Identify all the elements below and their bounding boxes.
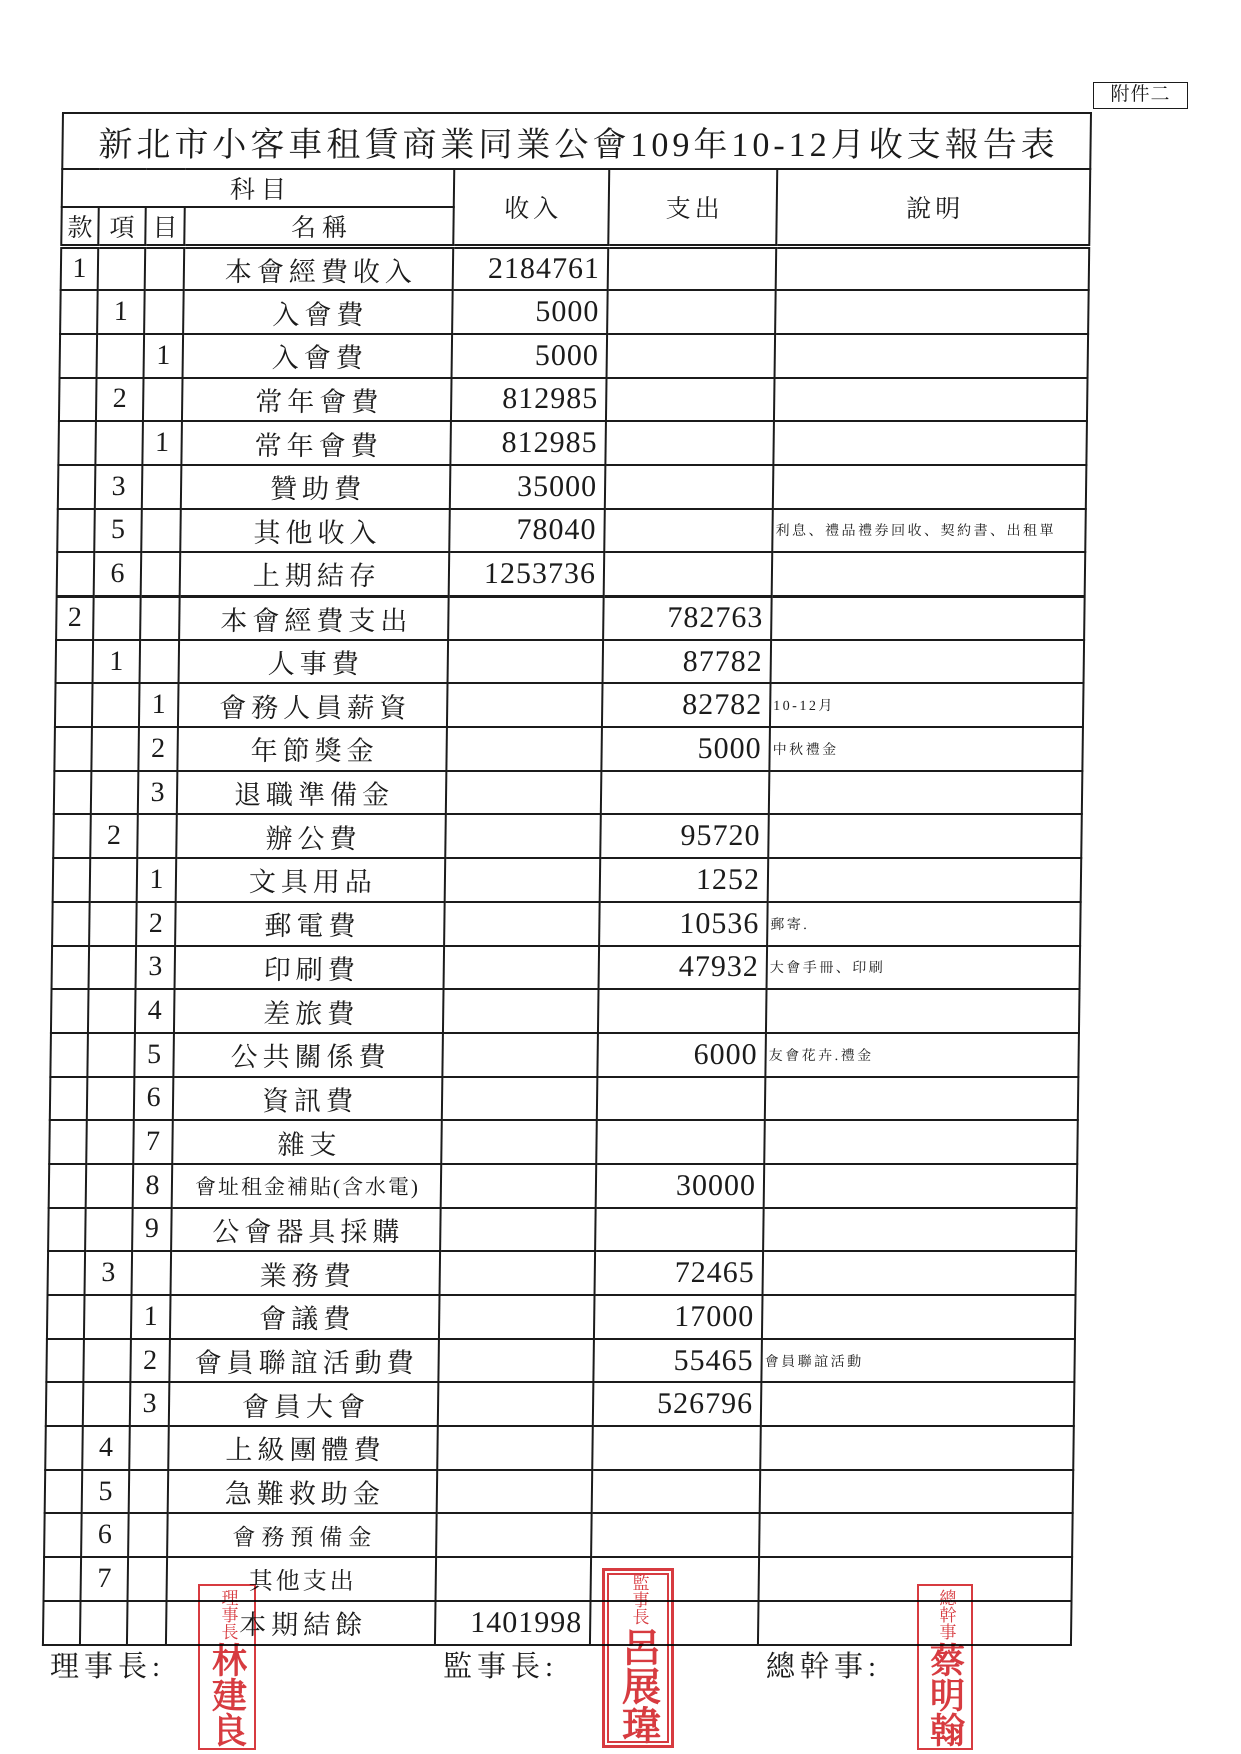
cell-income: 1253736: [449, 552, 605, 596]
cell-expense: 1252: [600, 858, 769, 902]
cell-mu: 8: [133, 1164, 173, 1208]
cell-mu: [137, 814, 177, 858]
cell-income: 5000: [452, 334, 608, 378]
cell-expense: [601, 771, 770, 815]
cell-mu: [128, 1513, 168, 1557]
table-row: [48, 1251, 1077, 1295]
table-row: [44, 1513, 1073, 1557]
cell-xiang: [98, 247, 146, 291]
cell-name: 常年會費: [182, 378, 452, 422]
cell-xiang: [80, 1601, 128, 1645]
cell-income: 812985: [450, 421, 606, 465]
table-row: [57, 552, 1086, 596]
cell-mu: 9: [132, 1208, 172, 1252]
cell-xiang: [83, 1339, 131, 1383]
cell-mu: 5: [134, 1033, 174, 1077]
cell-expense: 87782: [603, 640, 772, 684]
cell-xiang: 2: [96, 378, 144, 422]
cell-note: [759, 1557, 1073, 1601]
cell-note: [768, 858, 1082, 902]
cell-expense: 47932: [599, 946, 768, 990]
cell-mu: 1: [144, 334, 184, 378]
table-row: [47, 1295, 1076, 1339]
table-row: [53, 814, 1082, 858]
cell-income: [440, 1251, 596, 1295]
cell-income: [446, 727, 602, 771]
cell-mu: 3: [138, 771, 178, 815]
cell-kuan: 1: [61, 247, 99, 291]
cell-xiang: [88, 989, 136, 1033]
stamp-chairman: [198, 1584, 256, 1750]
cell-expense: [604, 552, 773, 596]
table-row: [58, 421, 1087, 465]
cell-kuan: [46, 1339, 84, 1383]
cell-mu: [129, 1470, 169, 1514]
cell-xiang: [87, 1077, 135, 1121]
cell-kuan: [50, 1077, 88, 1121]
cell-mu: 2: [130, 1339, 170, 1383]
cell-income: [439, 1295, 595, 1339]
header-xiang: 項: [98, 207, 146, 247]
cell-mu: 7: [133, 1120, 173, 1164]
cell-expense: [605, 421, 774, 465]
cell-note: [773, 421, 1087, 465]
table-row: [50, 1077, 1079, 1121]
supervisor-signature-label: 監事長:: [443, 1651, 559, 1683]
title-row: [62, 113, 1091, 169]
cell-income: [446, 771, 602, 815]
cell-xiang: 3: [85, 1251, 133, 1295]
table-row: [49, 1120, 1078, 1164]
cell-mu: [140, 596, 180, 640]
table-row: [51, 989, 1080, 1033]
table-row: [61, 247, 1090, 291]
cell-kuan: [54, 771, 92, 815]
cell-expense: 30000: [596, 1164, 765, 1208]
table-row: [45, 1426, 1074, 1470]
cell-income: [440, 1208, 596, 1252]
table-row: [52, 902, 1081, 946]
stamp-title: 監事長: [628, 1574, 649, 1625]
header-expense: 支出: [608, 169, 777, 247]
cell-mu: 3: [136, 946, 176, 990]
stamp-name: 林建良: [206, 1642, 248, 1747]
table-row: [50, 1033, 1079, 1077]
cell-note: [763, 1251, 1077, 1295]
cell-xiang: 7: [81, 1557, 129, 1601]
cell-name: 業務費: [171, 1251, 441, 1295]
cell-expense: [605, 465, 774, 509]
cell-kuan: [48, 1251, 86, 1295]
cell-note: [771, 596, 1085, 640]
cell-xiang: [90, 858, 138, 902]
cell-name: 郵電費: [175, 902, 445, 946]
cell-expense: 6000: [597, 1033, 766, 1077]
table-header: [61, 113, 1091, 247]
table-row: [49, 1164, 1078, 1208]
chairman-signature-label: 理事長:: [50, 1651, 166, 1683]
secretary-signature-label: 總幹事:: [766, 1651, 882, 1683]
cell-xiang: 5: [94, 509, 142, 553]
cell-note: [775, 334, 1089, 378]
cell-mu: [129, 1426, 169, 1470]
cell-expense: 5000: [601, 727, 770, 771]
cell-note: [762, 1295, 1076, 1339]
cell-kuan: [58, 421, 96, 465]
cell-kuan: [45, 1426, 83, 1470]
table-body: [43, 247, 1089, 1645]
cell-kuan: [55, 683, 93, 727]
cell-income: [445, 814, 601, 858]
cell-income: [445, 858, 601, 902]
cell-expense: 55465: [593, 1339, 762, 1383]
table-row: [52, 946, 1081, 990]
cell-note: [773, 465, 1087, 509]
cell-kuan: [44, 1513, 82, 1557]
cell-income: [436, 1557, 592, 1601]
cell-income: 812985: [451, 378, 607, 422]
cell-kuan: [47, 1295, 85, 1339]
cell-kuan: [52, 902, 90, 946]
cell-xiang: 2: [90, 814, 138, 858]
cell-name: 差旅費: [174, 989, 444, 1033]
cell-mu: [145, 247, 185, 291]
cell-mu: [143, 378, 183, 422]
cell-expense: 72465: [595, 1251, 764, 1295]
cell-expense: [592, 1426, 761, 1470]
cell-name: 會址租金補貼(含水電): [172, 1164, 442, 1208]
stamp-name: 蔡明翰: [924, 1642, 966, 1747]
report-table: [42, 112, 1092, 1646]
cell-mu: [132, 1251, 172, 1295]
table-row: [58, 465, 1087, 509]
attachment-label: 附件二: [1093, 82, 1188, 109]
cell-income: [436, 1513, 592, 1557]
cell-note: [763, 1208, 1077, 1252]
cell-kuan: [53, 858, 91, 902]
cell-note: [766, 989, 1080, 1033]
table-row: [54, 771, 1083, 815]
header-mu: 目: [145, 207, 185, 247]
cell-mu: 2: [136, 902, 176, 946]
cell-xiang: 3: [95, 465, 143, 509]
cell-xiang: [91, 727, 139, 771]
cell-note: [758, 1601, 1072, 1645]
cell-mu: [128, 1557, 168, 1601]
cell-income: [438, 1339, 594, 1383]
cell-xiang: [87, 1033, 135, 1077]
cell-note: [760, 1470, 1074, 1514]
cell-name: 人事費: [179, 640, 449, 684]
cell-income: [437, 1426, 593, 1470]
stamp-title: 總幹事: [935, 1589, 956, 1640]
cell-note: [764, 1164, 1078, 1208]
cell-name: 資訊費: [173, 1077, 443, 1121]
table-row: [55, 683, 1084, 727]
header-row: [62, 169, 1090, 207]
cell-expense: [597, 1077, 766, 1121]
cell-xiang: 1: [97, 290, 145, 334]
cell-kuan: [45, 1470, 83, 1514]
cell-kuan: [44, 1557, 82, 1601]
cell-expense: 95720: [600, 814, 769, 858]
table-row: [48, 1208, 1077, 1252]
cell-mu: [144, 290, 184, 334]
cell-expense: [591, 1513, 760, 1557]
table-row: [46, 1382, 1075, 1426]
cell-name: 其他支出: [167, 1557, 437, 1601]
cell-kuan: [59, 378, 97, 422]
cell-mu: [142, 465, 182, 509]
cell-note: [769, 771, 1083, 815]
cell-income: [448, 596, 604, 640]
cell-mu: 4: [135, 989, 175, 1033]
table-row: [54, 727, 1083, 771]
stamp-supervisor: [602, 1568, 674, 1748]
cell-kuan: [48, 1208, 86, 1252]
cell-note: 會員聯誼活動: [761, 1339, 1075, 1383]
cell-mu: 6: [134, 1077, 174, 1121]
cell-name: 雜支: [172, 1120, 442, 1164]
cell-mu: 3: [130, 1382, 170, 1426]
cell-kuan: [60, 290, 98, 334]
cell-income: [444, 902, 600, 946]
cell-kuan: [49, 1120, 87, 1164]
cell-kuan: [54, 727, 92, 771]
cell-kuan: [60, 334, 98, 378]
cell-xiang: 4: [82, 1426, 130, 1470]
cell-income: [441, 1164, 597, 1208]
header-name: 名稱: [184, 207, 454, 247]
cell-name: 本會經費支出: [179, 596, 449, 640]
cell-name: 上級團體費: [168, 1426, 438, 1470]
table-row: [56, 640, 1085, 684]
cell-xiang: [85, 1208, 133, 1252]
table-row: [57, 509, 1086, 553]
cell-note: 大會手冊、印刷: [767, 946, 1081, 990]
cell-kuan: [57, 509, 95, 553]
cell-note: [759, 1513, 1073, 1557]
cell-expense: [595, 1208, 764, 1252]
cell-expense: [607, 334, 776, 378]
cell-mu: 1: [139, 683, 179, 727]
report-sheet: [42, 112, 1090, 1646]
cell-name: 會員大會: [169, 1382, 439, 1426]
cell-note: [764, 1120, 1078, 1164]
cell-name: 會務人員薪資: [178, 683, 448, 727]
cell-income: [442, 1077, 598, 1121]
cell-income: 1401998: [435, 1601, 591, 1645]
cell-income: [447, 683, 603, 727]
cell-xiang: [83, 1382, 131, 1426]
cell-name: 辦公費: [176, 814, 446, 858]
cell-kuan: [53, 814, 91, 858]
cell-name: 會務預備金: [167, 1513, 437, 1557]
cell-xiang: [84, 1295, 132, 1339]
cell-income: 5000: [452, 290, 608, 334]
cell-mu: [127, 1601, 167, 1645]
cell-xiang: 5: [82, 1470, 130, 1514]
cell-xiang: [89, 946, 137, 990]
cell-kuan: [58, 465, 96, 509]
cell-note: 10-12月: [770, 683, 1084, 727]
cell-income: [448, 640, 604, 684]
cell-expense: 17000: [594, 1295, 763, 1339]
cell-note: 友會花卉.禮金: [765, 1033, 1079, 1077]
cell-note: [772, 552, 1086, 596]
cell-income: 35000: [450, 465, 606, 509]
cell-kuan: [43, 1601, 81, 1645]
cell-expense: [606, 378, 775, 422]
table-row: [53, 858, 1082, 902]
cell-note: [760, 1426, 1074, 1470]
cell-income: [437, 1470, 593, 1514]
cell-note: [765, 1077, 1079, 1121]
cell-xiang: [91, 771, 139, 815]
cell-name: 公共關係費: [173, 1033, 443, 1077]
cell-expense: 10536: [599, 902, 768, 946]
cell-kuan: [49, 1164, 87, 1208]
cell-xiang: [86, 1164, 134, 1208]
cell-expense: [596, 1120, 765, 1164]
cell-note: [776, 247, 1090, 291]
cell-kuan: [57, 552, 95, 596]
cell-name: 會議費: [170, 1295, 440, 1339]
cell-note: [774, 378, 1088, 422]
cell-name: 入會費: [183, 334, 453, 378]
cell-expense: [608, 247, 777, 291]
cell-income: [442, 1033, 598, 1077]
cell-income: [438, 1382, 594, 1426]
cell-kuan: [51, 989, 89, 1033]
cell-expense: [604, 509, 773, 553]
cell-expense: [607, 290, 776, 334]
cell-kuan: [46, 1382, 84, 1426]
cell-note: [771, 640, 1085, 684]
cell-xiang: 6: [94, 552, 142, 596]
cell-income: 78040: [449, 509, 605, 553]
cell-mu: 1: [137, 858, 177, 902]
cell-name: 其他收入: [180, 509, 450, 553]
cell-kuan: [50, 1033, 88, 1077]
header-subject: 科目: [62, 169, 454, 207]
cell-name: 入會費: [183, 290, 453, 334]
table-row: [45, 1470, 1074, 1514]
cell-expense: [598, 989, 767, 1033]
cell-note: [761, 1382, 1075, 1426]
cell-name: 公會器具採購: [171, 1208, 441, 1252]
report-title: 新北市小客車租賃商業同業公會109年10-12月收支報告表: [62, 113, 1091, 169]
cell-note: [768, 814, 1082, 858]
cell-xiang: [95, 421, 143, 465]
cell-mu: 1: [142, 421, 182, 465]
stamp-name: 呂展瑋: [615, 1627, 662, 1744]
cell-income: 2184761: [453, 247, 609, 291]
cell-kuan: 2: [56, 596, 94, 640]
cell-expense: 82782: [602, 683, 771, 727]
cell-xiang: [92, 683, 140, 727]
cell-note: 中秋禮金: [769, 727, 1083, 771]
table-row: [56, 596, 1085, 640]
cell-name: 會員聯誼活動費: [169, 1339, 439, 1383]
cell-name: 上期結存: [180, 552, 450, 596]
cell-xiang: [93, 596, 141, 640]
cell-kuan: [52, 946, 90, 990]
cell-mu: [141, 552, 181, 596]
cell-mu: 2: [138, 727, 178, 771]
header-income: 收入: [453, 169, 609, 247]
cell-xiang: 1: [93, 640, 141, 684]
table-row: [59, 378, 1088, 422]
cell-name: 贊助費: [181, 465, 451, 509]
cell-expense: [592, 1470, 761, 1514]
cell-expense: 782763: [603, 596, 772, 640]
cell-name: 本會經費收入: [184, 247, 454, 291]
cell-xiang: [89, 902, 137, 946]
cell-mu: [140, 640, 180, 684]
cell-name: 常年會費: [181, 421, 451, 465]
stamp-secretary: [917, 1584, 973, 1750]
cell-name: 急難救助金: [168, 1470, 438, 1514]
cell-kuan: [56, 640, 94, 684]
cell-name: 年節獎金: [177, 727, 447, 771]
cell-note: 郵寄.: [767, 902, 1081, 946]
cell-mu: [141, 509, 181, 553]
cell-xiang: 6: [81, 1513, 129, 1557]
cell-name: 本期結餘: [166, 1601, 436, 1645]
cell-income: [443, 989, 599, 1033]
cell-expense: 526796: [593, 1382, 762, 1426]
cell-mu: 1: [131, 1295, 171, 1339]
table-row: [60, 334, 1089, 378]
cell-name: 印刷費: [175, 946, 445, 990]
cell-xiang: [86, 1120, 134, 1164]
table-row: [60, 290, 1089, 334]
cell-name: 文具用品: [176, 858, 446, 902]
cell-xiang: [97, 334, 145, 378]
cell-name: 退職準備金: [177, 771, 447, 815]
cell-income: [441, 1120, 597, 1164]
header-note: 說明: [776, 169, 1090, 247]
table-row: [46, 1339, 1075, 1383]
header-kuan: 款: [61, 207, 99, 247]
cell-income: [444, 946, 600, 990]
stamp-title: 理事長: [217, 1589, 238, 1640]
cell-note: 利息、禮品禮券回收、契約書、出租單: [772, 509, 1086, 553]
cell-note: [775, 290, 1089, 334]
